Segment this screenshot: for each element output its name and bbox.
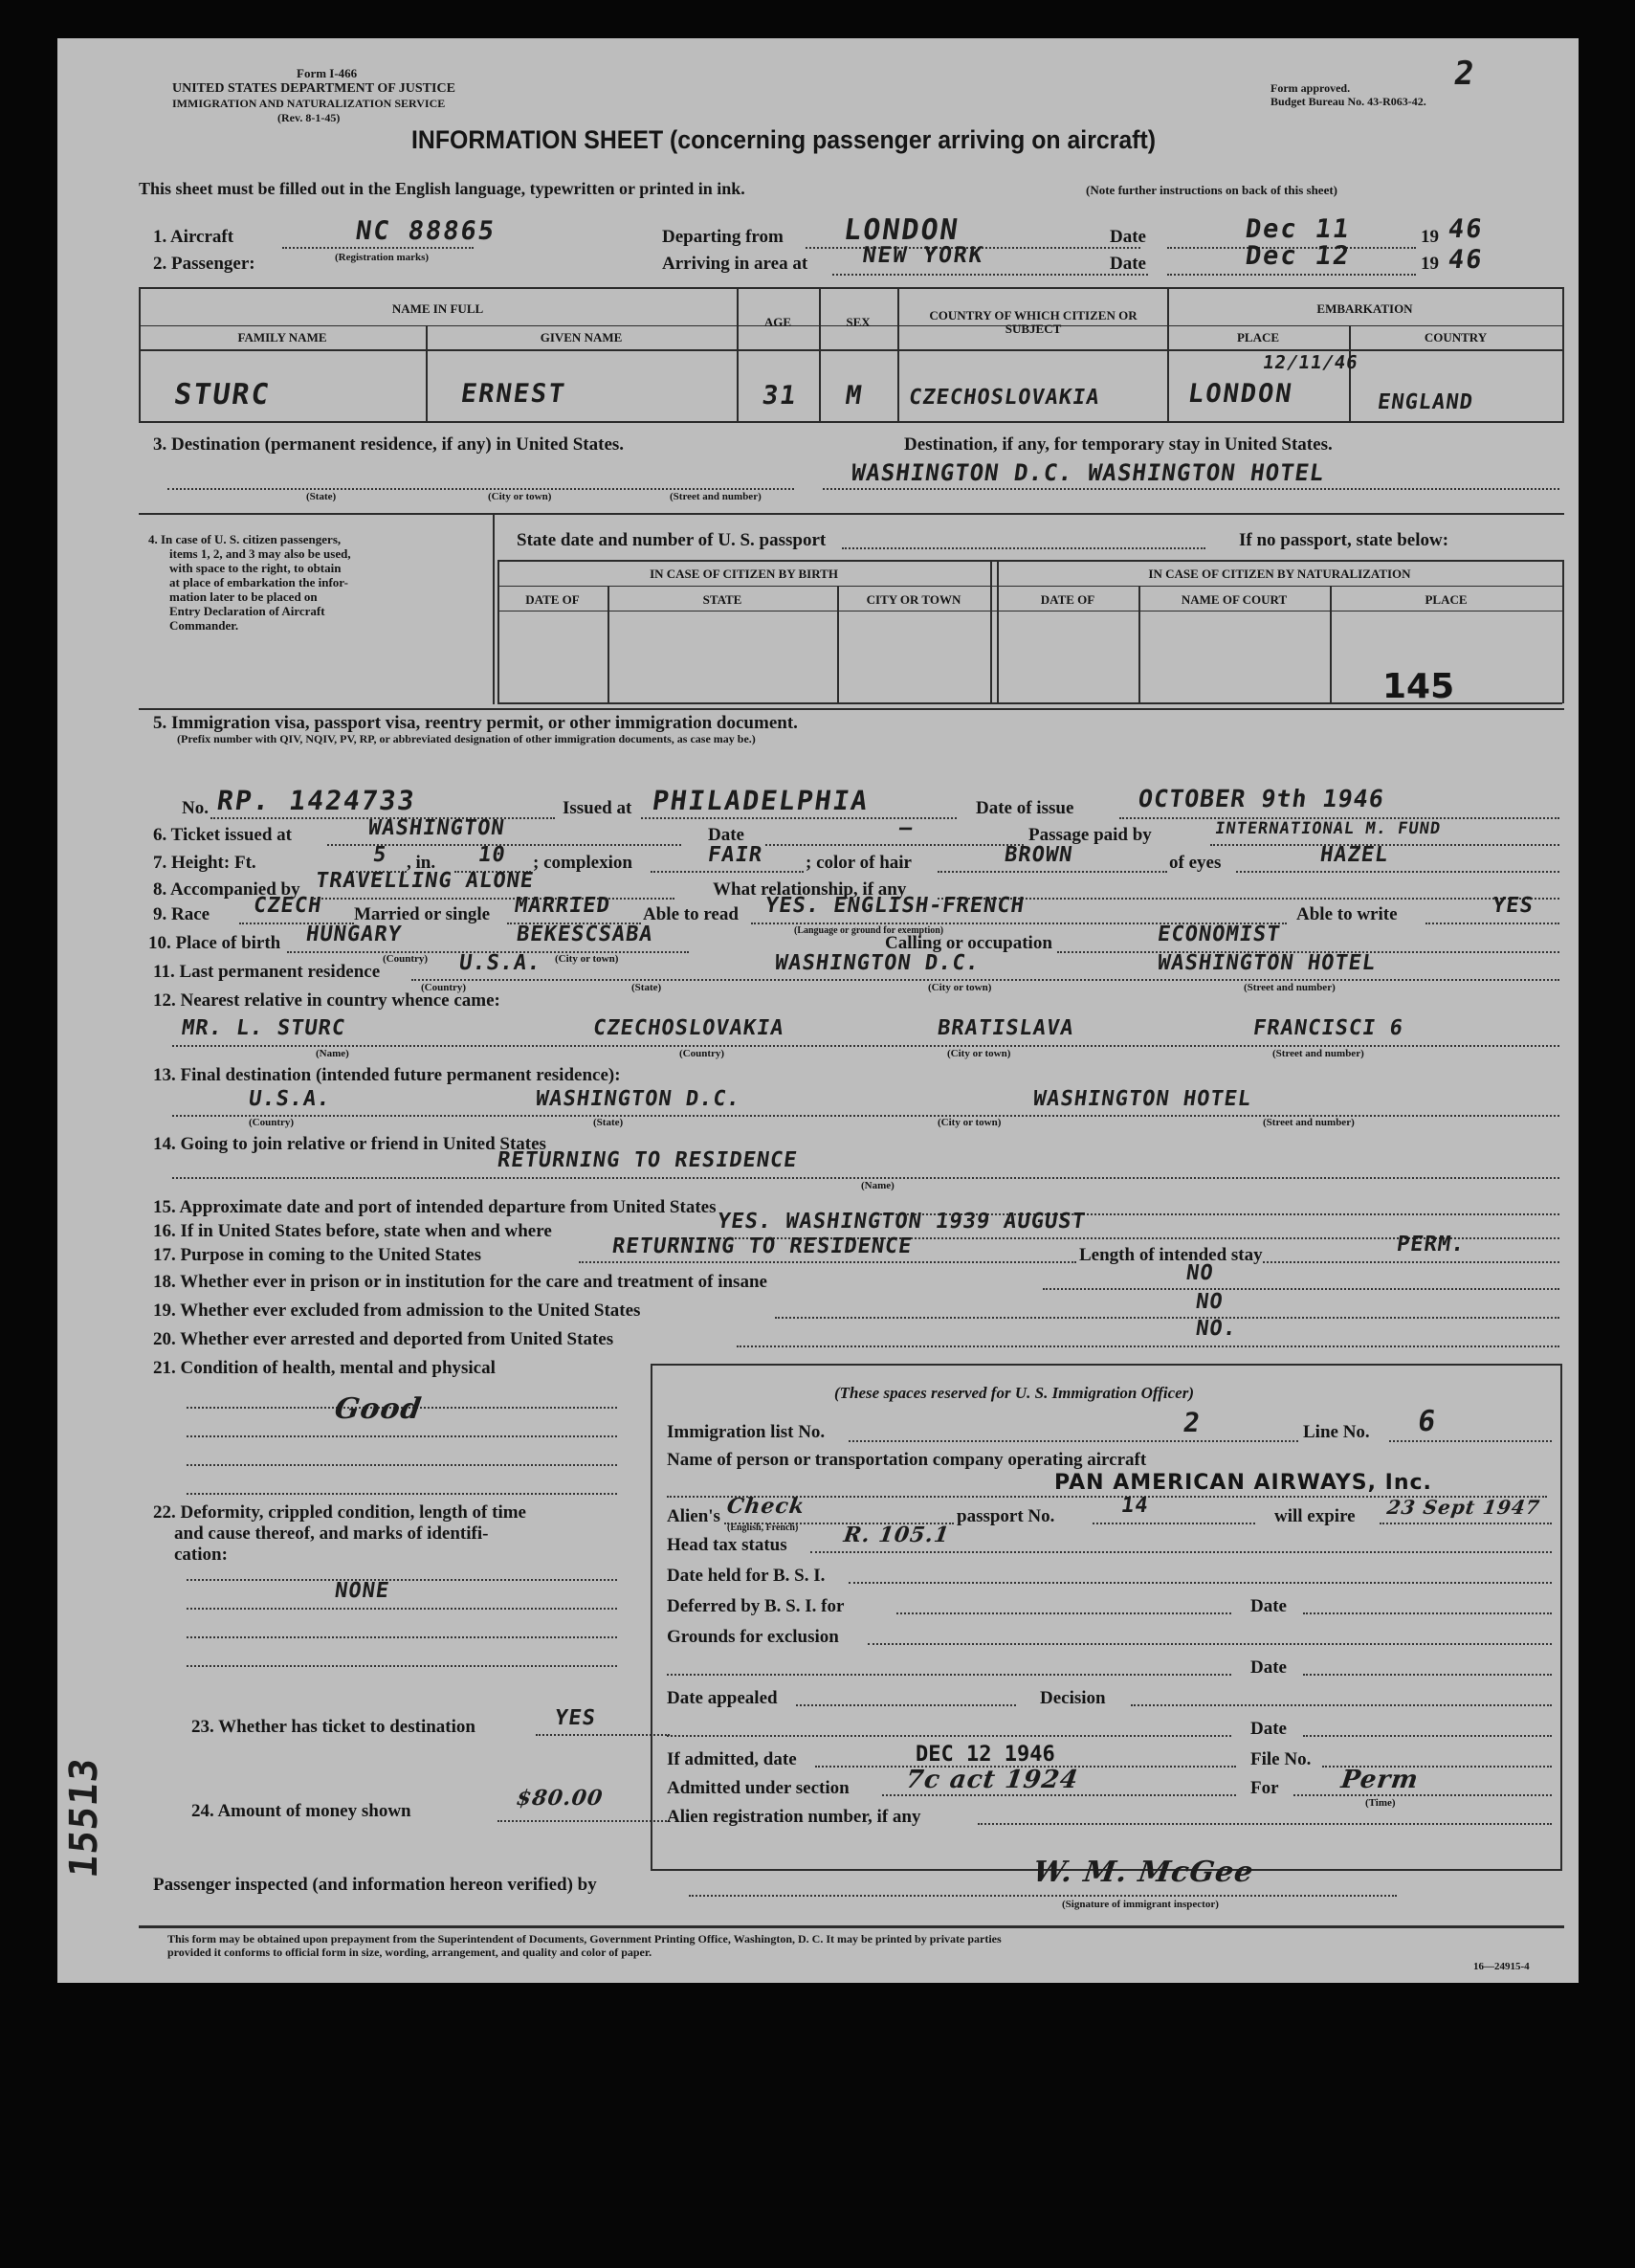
q22-label-line-2: and cause thereof, and marks of identifi- <box>174 1523 489 1544</box>
q13-cap-city: (City or town) <box>938 1117 1002 1128</box>
q3-temp-value: WASHINGTON D.C. WASHINGTON HOTEL <box>850 459 1327 486</box>
year2-prefix: 19 <box>1421 254 1439 274</box>
q5-no-label: No. <box>182 798 209 818</box>
q5-sub: (Prefix number with QIV, NQIV, PV, RP, or abbreviated designation of other immigration documents, as case may be.) <box>177 732 756 745</box>
q9-exempt-caption: (Language or ground for exemption) <box>794 925 944 936</box>
year1-value: 46 <box>1446 214 1486 244</box>
q12-cap-name: (Name) <box>316 1048 349 1059</box>
q13-cap-country: (Country) <box>249 1117 295 1128</box>
q10-cap-country: (Country) <box>383 953 429 965</box>
q6-date-label: Date <box>708 825 744 845</box>
q11-cap-street: (Street and number) <box>1244 982 1336 993</box>
q19-label: 19. Whether ever excluded from admission to the United States <box>153 1301 641 1321</box>
q7-complexion-label: ; complexion <box>533 853 632 873</box>
year1-prefix: 19 <box>1421 227 1439 247</box>
service: IMMIGRATION AND NATURALIZATION SERVICE <box>172 97 446 110</box>
date2-label: Date <box>1110 254 1146 274</box>
form-approved: Form approved. <box>1270 81 1351 95</box>
signature-caption: (Signature of immigrant inspector) <box>1062 1899 1219 1910</box>
expire-value: 23 Sept 1947 <box>1385 1496 1542 1519</box>
q12-street: FRANCISCI 6 <box>1251 1016 1405 1040</box>
aliens-label: Alien's <box>667 1506 720 1526</box>
sex-header: SEX <box>846 315 871 329</box>
q15-label: 15. Approximate date and port of intended departure from United States <box>153 1197 717 1217</box>
q5-doi-value: OCTOBER 9th 1946 <box>1136 785 1386 812</box>
decision-label: Decision <box>1040 1688 1106 1708</box>
family-name-header: FAMILY NAME <box>237 330 327 345</box>
deferred-date-label: Date <box>1250 1596 1287 1616</box>
aliens-value: Check <box>725 1494 806 1519</box>
citizen-cell: CZECHOSLOVAKIA <box>907 386 1102 410</box>
q14-cap-name: (Name) <box>861 1180 895 1191</box>
stamp-number: 145 <box>1382 667 1455 706</box>
q16-label: 16. If in United States before, state when and where <box>153 1221 552 1241</box>
q13-cap-state: (State) <box>593 1117 624 1128</box>
q7-label: 7. Height: Ft. <box>153 853 256 873</box>
held-label: Date held for B. S. I. <box>667 1566 826 1586</box>
officer-title: (These spaces reserved for U. S. Immigration Officer) <box>834 1384 1195 1402</box>
given-name-cell: ERNEST <box>458 379 568 409</box>
q9-write: YES <box>1491 894 1536 918</box>
q9-read-label: Able to read <box>643 904 739 924</box>
headtax-label: Head tax status <box>667 1535 787 1555</box>
instruction: This sheet must be filled out in the English language, typewritten or printed in ink. <box>139 179 745 198</box>
passenger-label: 2. Passenger: <box>153 254 255 274</box>
q7-in: 10 <box>476 843 508 867</box>
q12-country: CZECHOSLOVAKIA <box>591 1016 786 1040</box>
q6-paid-value: INTERNATIONAL M. FUND <box>1213 819 1443 838</box>
decision-date-label: Date <box>1250 1719 1287 1739</box>
q3-cap-street: (Street and number) <box>670 491 762 502</box>
q6-date-value: — <box>897 816 916 840</box>
q3-cap-city: (City or town) <box>488 491 552 502</box>
q23-value: YES <box>553 1706 598 1730</box>
passport-label: passport No. <box>957 1506 1055 1526</box>
time-caption: (Time) <box>1365 1797 1396 1809</box>
aliens-caption: (English, French) <box>727 1523 799 1533</box>
instruction-note: (Note further instructions on back of this sheet) <box>1086 183 1337 197</box>
passport-value: 14 <box>1119 1494 1151 1518</box>
page-title: INFORMATION SHEET (concerning passenger arriving on aircraft) <box>411 125 1156 154</box>
arriving-label: Arriving in area at <box>662 254 808 274</box>
q18-value: NO <box>1184 1261 1216 1285</box>
q4-no-passport-label: If no passport, state below: <box>1239 530 1449 550</box>
q6-value: WASHINGTON <box>366 816 507 840</box>
grounds-date-label: Date <box>1250 1657 1287 1678</box>
q4-instruction-line-4: at place of embarkation the infor- <box>169 575 348 589</box>
q16-value: YES. WASHINGTON 1939 AUGUST <box>716 1210 1088 1234</box>
q9-label: 9. Race <box>153 904 210 924</box>
q4-instruction-line-6: Entry Declaration of Aircraft <box>169 604 325 618</box>
q5-no-value: RP. 1424733 <box>214 785 418 816</box>
section-label: Admitted under section <box>667 1778 850 1798</box>
q23-label: 23. Whether has ticket to destination <box>191 1717 475 1737</box>
q3-label: 3. Destination (permanent residence, if any) in United States. <box>153 434 625 455</box>
company-label: Name of person or transportation company operating aircraft <box>667 1450 1147 1470</box>
country-header: COUNTRY OF WHICH CITIZEN OR SUBJECT <box>929 308 1138 337</box>
age-header: AGE <box>763 315 792 329</box>
q7-eyes-label: of eyes <box>1169 853 1222 873</box>
grounds-label: Grounds for exclusion <box>667 1627 839 1647</box>
q13-country: U.S.A. <box>247 1087 333 1111</box>
q9-write-label: Able to write <box>1296 904 1398 924</box>
q19-value: NO <box>1194 1290 1226 1314</box>
side-file-number: 15513 <box>62 1755 106 1880</box>
q24-label: 24. Amount of money shown <box>191 1801 411 1821</box>
q5-label: 5. Immigration visa, passport visa, reentry permit, or other immigration document. <box>153 713 798 733</box>
officer-box <box>651 1364 1562 1871</box>
line-label: Line No. <box>1303 1422 1370 1442</box>
q10-country: HUNGARY <box>304 923 404 946</box>
q9-married-label: Married or single <box>354 904 491 924</box>
q4-city-header: CITY OR TOWN <box>866 592 961 607</box>
q4-by-birth-header: IN CASE OF CITIZEN BY BIRTH <box>650 567 838 581</box>
q10-occ-label: Calling or occupation <box>885 933 1052 953</box>
q12-name: MR. L. STURC <box>180 1016 347 1040</box>
list-value: 2 <box>1181 1407 1204 1438</box>
departing-value: LONDON <box>841 213 962 247</box>
alien-reg-label: Alien registration number, if any <box>667 1807 921 1827</box>
q4-passport-label: State date and number of U. S. passport <box>517 530 827 550</box>
q10-city: BEKESCSABA <box>515 923 655 946</box>
q5-issued-value: PHILADELPHIA <box>650 785 872 816</box>
q14-label: 14. Going to join relative or friend in United States <box>153 1134 546 1154</box>
form-number: Form I-466 <box>297 66 358 80</box>
q5-doi-label: Date of issue <box>976 798 1074 818</box>
q13-cap-street: (Street and number) <box>1263 1117 1355 1128</box>
q13-label: 13. Final destination (intended future permanent residence): <box>153 1065 621 1085</box>
q4-state-header: STATE <box>702 592 742 607</box>
date1-value: Dec 11 <box>1243 214 1353 244</box>
q12-label: 12. Nearest relative in country whence came: <box>153 990 500 1011</box>
year2-value: 46 <box>1446 245 1486 275</box>
line-value: 6 <box>1415 1405 1439 1438</box>
departing-label: Departing from <box>662 227 784 247</box>
list-label: Immigration list No. <box>667 1422 826 1442</box>
q17-stay: PERM. <box>1395 1233 1468 1256</box>
inspected-label: Passenger inspected (and information hereon verified) by <box>153 1875 597 1895</box>
q12-city: BRATISLAVA <box>936 1016 1076 1040</box>
q4-instruction-line-5: mation later to be placed on <box>169 589 318 604</box>
admitted-label: If admitted, date <box>667 1749 797 1769</box>
q7-eyes: HAZEL <box>1318 843 1391 867</box>
q9-read: YES. ENGLISH-FRENCH <box>763 894 1027 918</box>
for-label: For <box>1250 1778 1279 1798</box>
aircraft-label: 1. Aircraft <box>153 227 234 247</box>
q8-rel-label: What relationship, if any <box>713 879 907 900</box>
date2-value: Dec 12 <box>1243 241 1353 271</box>
place-header: PLACE <box>1236 330 1280 345</box>
footer-code: 16—24915-4 <box>1473 1961 1530 1972</box>
q4-instruction-line-3: with space to the right, to obtain <box>169 561 342 575</box>
q22-label <box>153 1502 708 1566</box>
q22-label-line-1: 22. Deformity, crippled condition, length of time <box>153 1502 526 1523</box>
q11-cap-state: (State) <box>631 982 662 993</box>
q8-label: 8. Accompanied by <box>153 879 300 900</box>
emb-place-cell: LONDON <box>1185 379 1295 409</box>
q7-hair-label: ; color of hair <box>806 853 912 873</box>
q22-label-line-3: cation: <box>174 1545 228 1565</box>
q11-street: WASHINGTON HOTEL <box>1156 951 1378 975</box>
age-cell: 31 <box>760 381 800 411</box>
q4-date-of-header: DATE OF <box>525 592 580 607</box>
department: UNITED STATES DEPARTMENT OF JUSTICE <box>172 81 455 96</box>
q7-hair: BROWN <box>1003 843 1075 867</box>
q20-label: 20. Whether ever arrested and deported from United States <box>153 1329 614 1349</box>
country2-header: COUNTRY <box>1424 330 1488 345</box>
q6-paid-label: Passage paid by <box>1028 825 1152 845</box>
section-value: 7c act 1924 <box>903 1766 1081 1794</box>
q12-cap-city: (City or town) <box>947 1048 1011 1059</box>
emb-country-cell: ENGLAND <box>1376 390 1475 414</box>
q7-ft: 5 <box>371 843 389 867</box>
q10-cap-city: (City or town) <box>555 953 619 965</box>
q11-cap-city: (City or town) <box>928 982 992 993</box>
q17-value: RETURNING TO RESIDENCE <box>610 1234 915 1258</box>
q4-court-header: NAME OF COURT <box>1181 592 1288 607</box>
q18-label: 18. Whether ever in prison or in institution for the care and treatment of insane <box>153 1272 767 1292</box>
q3-temp-label: Destination, if any, for temporary stay in United States. <box>904 434 1333 455</box>
q9-race: CZECH <box>252 894 324 918</box>
q10-occ: ECONOMIST <box>1156 923 1283 946</box>
headtax-value: R. 105.1 <box>842 1523 952 1547</box>
deferred-label: Deferred by B. S. I. for <box>667 1596 845 1616</box>
embarkation-header: EMBARKATION <box>1316 301 1413 316</box>
q4-date-of2-header: DATE OF <box>1040 592 1095 607</box>
appealed-label: Date appealed <box>667 1688 778 1708</box>
file-label: File No. <box>1250 1749 1312 1769</box>
emb-date-cell: 12/11/46 <box>1261 352 1360 373</box>
q7-in-label: , in. <box>407 853 436 873</box>
q17-stay-label: Length of intended stay <box>1079 1245 1263 1265</box>
given-name-header: GIVEN NAME <box>540 330 623 345</box>
footer-line2: provided it conforms to official form in size, wording, arrangement, and quality and color of paper. <box>167 1946 652 1959</box>
q13-city: WASHINGTON D.C. <box>534 1087 742 1111</box>
corner-mark: 2 <box>1451 55 1478 93</box>
q11-cap-country: (Country) <box>421 982 467 993</box>
q13-street: WASHINGTON HOTEL <box>1031 1087 1253 1111</box>
reg-caption: (Registration marks) <box>335 252 430 263</box>
document-sheet <box>57 38 1579 1983</box>
date1-label: Date <box>1110 227 1146 247</box>
aircraft-value: NC 88865 <box>353 216 498 246</box>
q5-issued-label: Issued at <box>563 798 632 818</box>
q10-label: 10. Place of birth <box>148 933 281 953</box>
q20-value: NO. <box>1194 1317 1239 1341</box>
q14-value: RETURNING TO RESIDENCE <box>496 1148 800 1172</box>
q4-instruction-line-7: Commander. <box>169 618 239 633</box>
q8-value: TRAVELLING ALONE <box>314 869 536 893</box>
sex-cell: M <box>843 381 866 411</box>
inspector-signature: W. M. McGee <box>1030 1856 1256 1889</box>
budget-bureau: Budget Bureau No. 43-R063-42. <box>1270 95 1426 108</box>
q11-label: 11. Last permanent residence <box>153 962 381 982</box>
q11-country: U.S.A. <box>457 951 543 975</box>
admitted-stamp: DEC 12 1946 <box>916 1743 1055 1767</box>
q4-instruction-line-1: 4. In case of U. S. citizen passengers, <box>148 532 342 546</box>
q22-value: NONE <box>333 1579 391 1603</box>
family-name-cell: STURC <box>171 378 273 411</box>
q4-instruction-line-2: items 1, 2, and 3 may also be used, <box>169 546 351 561</box>
q9-married: MARRIED <box>513 894 612 918</box>
q3-cap-state: (State) <box>306 491 337 502</box>
q21-value: Good <box>332 1392 425 1426</box>
q11-city: WASHINGTON D.C. <box>773 951 982 975</box>
q6-label: 6. Ticket issued at <box>153 825 292 845</box>
q21-label: 21. Condition of health, mental and physical <box>153 1358 496 1378</box>
q4-by-nat-header: IN CASE OF CITIZEN BY NATURALIZATION <box>1148 567 1411 581</box>
q7-complexion: FAIR <box>706 843 764 867</box>
q24-value: $80.00 <box>515 1786 606 1811</box>
q12-cap-street: (Street and number) <box>1272 1048 1364 1059</box>
q17-label: 17. Purpose in coming to the United States <box>153 1245 482 1265</box>
for-value: Perm <box>1338 1766 1421 1794</box>
revision: (Rev. 8-1-45) <box>277 111 341 124</box>
company-stamp: PAN AMERICAN AIRWAYS, Inc. <box>1054 1471 1432 1495</box>
name-in-full-header: NAME IN FULL <box>391 301 484 316</box>
expire-label: will expire <box>1274 1506 1356 1526</box>
q4-place-header: PLACE <box>1425 592 1468 607</box>
footer-line1: This form may be obtained upon prepayment from the Superintendent of Documents, Government Printing Office, Washington, D. C. It may be printed by private parties <box>167 1932 1002 1946</box>
q12-cap-country: (Country) <box>679 1048 725 1059</box>
arriving-value: NEW YORK <box>860 243 986 268</box>
q4-instructions <box>148 532 493 633</box>
